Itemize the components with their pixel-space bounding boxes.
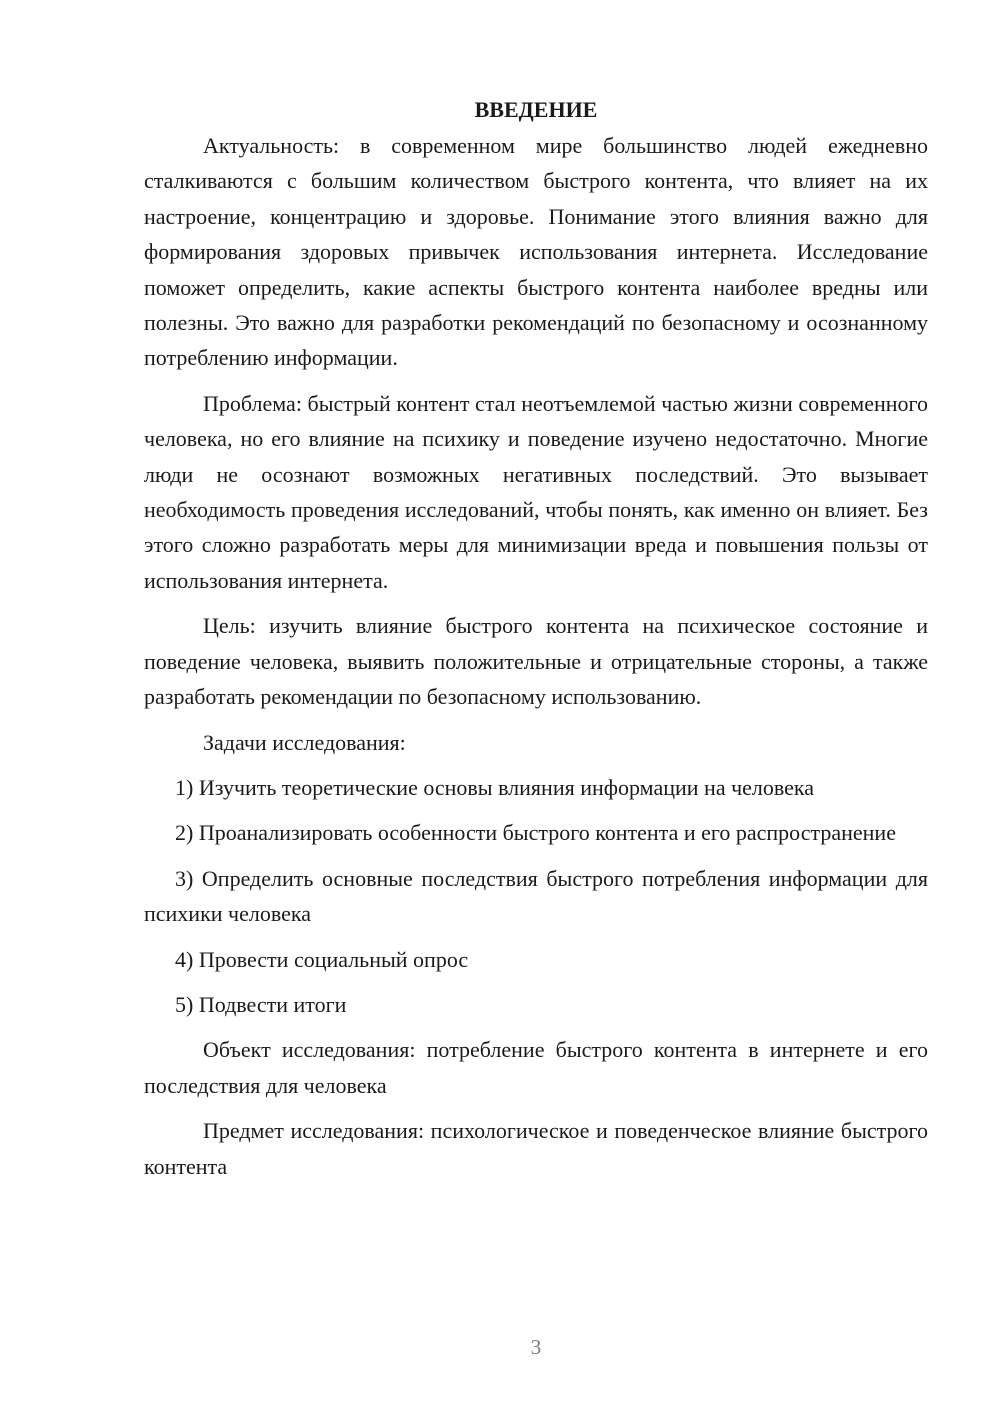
relevance-paragraph: Актуальность: в современном мире большинство людей ежедневно сталкиваются с большим количеством быстрого контента, что влияет на их настроение, концентрацию и здоровье. Понимание этого влияния важно для формирования здоровых привычек использования интернета. Исследование поможет определить, какие аспекты быстрого контента наиболее вредны или полезны. Это важно для разработки рекомендаций по безопасному и осознанному потреблению информации. <box>144 133 928 371</box>
object-paragraph: Объект исследования: потребление быстрого контента в интернете и его последствия для человека <box>144 1037 928 1098</box>
page-number: 3 <box>530 1335 542 1359</box>
task-item-4: 4) Провести социальный опрос <box>175 946 469 972</box>
task-item-2: 2) Проанализировать особенности быстрого контента и его распространение <box>175 820 896 846</box>
tasks-title: Задачи исследования: <box>203 729 406 755</box>
problem-paragraph: Проблема: быстрый контент стал неотъемлемой частью жизни современного человека, но его влияние на психику и поведение изучено недостаточно. Многие люди не осознают возможных негативных последствий. Это вызывает необходимость проведения исследований, чтобы понять, как именно он влияет. Без этого сложно разработать меры для минимизации вреда и повышения пользы от использования интернета. <box>144 390 928 593</box>
task-item-3: 3) Определить основные последствия быстрого потребления информации для психики человека <box>144 865 928 927</box>
task-item-1: 1) Изучить теоретические основы влияния информации на человека <box>175 774 815 800</box>
subject-paragraph: Предмет исследования: психологическое и поведенческое влияние быстрого контента <box>144 1118 928 1179</box>
section-heading: ВВЕДЕНИЕ <box>474 97 598 122</box>
task-item-5: 5) Подвести итоги <box>175 991 347 1017</box>
page-content <box>144 92 928 1194</box>
goal-paragraph: Цель: изучить влияние быстрого контента на психическое состояние и поведение человека, выявить положительные и отрицательные стороны, а также разработать рекомендации по безопасному использованию. <box>144 613 928 710</box>
